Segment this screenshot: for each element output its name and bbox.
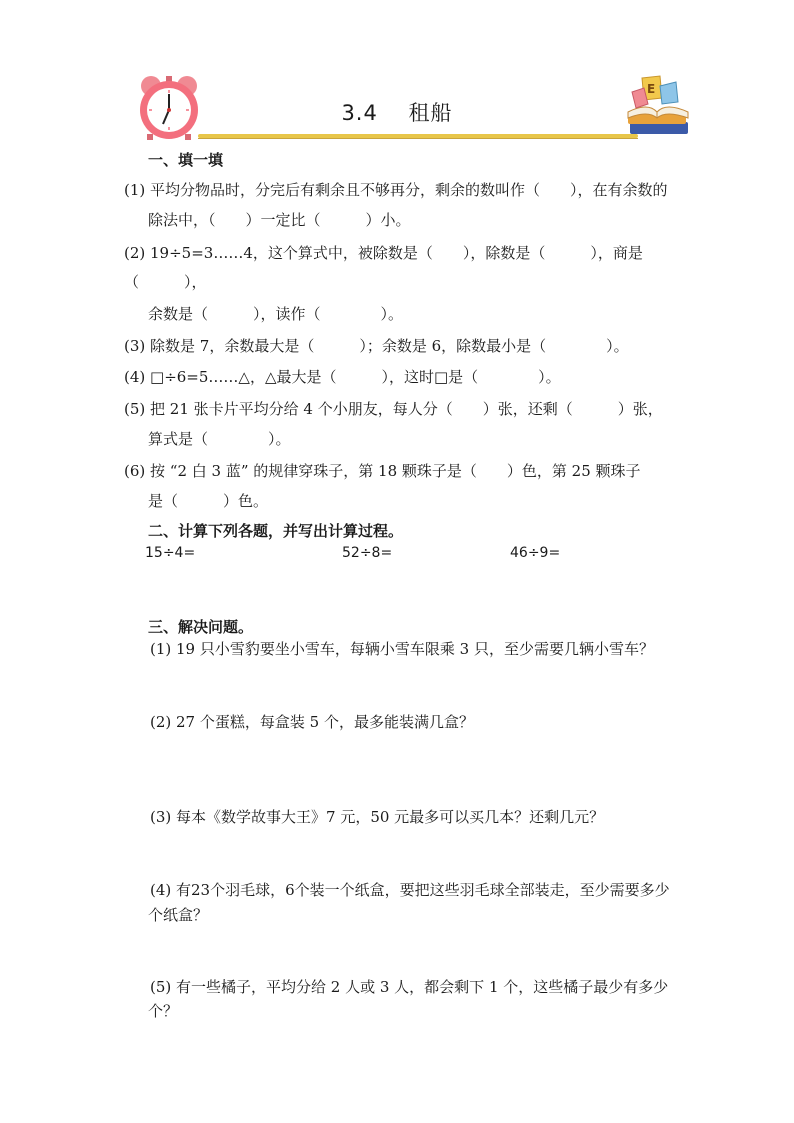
list-item: 个纸盒？ — [148, 906, 209, 924]
list-item: (2) 27 个蛋糕，每盒装 5 个，最多能装满几盒？ — [150, 713, 474, 731]
list-item: (3) 除数是 7，余数最大是（ ）；余数是 6，除数最小是（ ）。 — [124, 337, 629, 355]
section-heading-fill-in: 一、填一填 — [148, 151, 224, 169]
section-heading-calculation: 二、计算下列各题，并写出计算过程。 — [148, 522, 404, 540]
list-item: (5) 有一些橘子，平均分给 2 人或 3 人，都会剩下 1 个，这些橘子最少有多少 — [150, 978, 669, 996]
list-item: 余数是（ ），读作（ ）。 — [148, 305, 404, 323]
svg-text:E: E — [647, 82, 656, 96]
list-item: 除法中，（ ）一定比（ ）小。 — [148, 211, 411, 229]
calc-problem: 46÷9= — [510, 545, 561, 561]
list-item: 个？ — [148, 1002, 179, 1020]
list-item: (4) 有23个羽毛球，6个装一个纸盒，要把这些羽毛球全部装走，至少需要多少 — [150, 881, 670, 899]
list-item: 是（ ）色。 — [148, 492, 269, 510]
list-item: (5) 把 21 张卡片平均分给 4 个小朋友，每人分（ ）张，还剩（ ）张， — [124, 400, 663, 418]
list-item: (2) 19÷5=3……4，这个算式中，被除数是（ ），除数是（ ），商是 — [124, 244, 643, 262]
list-item: 算式是（ ）。 — [148, 430, 291, 448]
list-item: (4) □÷6=5……△，△最大是（ ），这时□是（ ）。 — [124, 368, 561, 386]
calc-problem: 52÷8= — [342, 545, 393, 561]
list-item: (6) 按 “2 白 3 蓝” 的规律穿珠子，第 18 颗珠子是（ ）色，第 25 颗珠子 — [124, 462, 641, 480]
section-heading-problem-solving: 三、解决问题。 — [148, 618, 254, 636]
list-item: （ ）， — [124, 273, 207, 291]
calc-problem: 15÷4= — [145, 545, 196, 561]
list-item: (1) 平均分物品时，分完后有剩余且不够再分，剩余的数叫作（ ），在有余数的 — [124, 181, 668, 199]
page-title: 3.4 租船 — [341, 101, 453, 125]
title-underline-shadow — [198, 138, 638, 139]
list-item: (3) 每本《数学故事大王》7 元，50 元最多可以买几本？还剩几元？ — [150, 808, 605, 826]
list-item: (1) 19 只小雪豹要坐小雪车，每辆小雪车限乘 3 只，至少需要几辆小雪车？ — [150, 640, 654, 658]
